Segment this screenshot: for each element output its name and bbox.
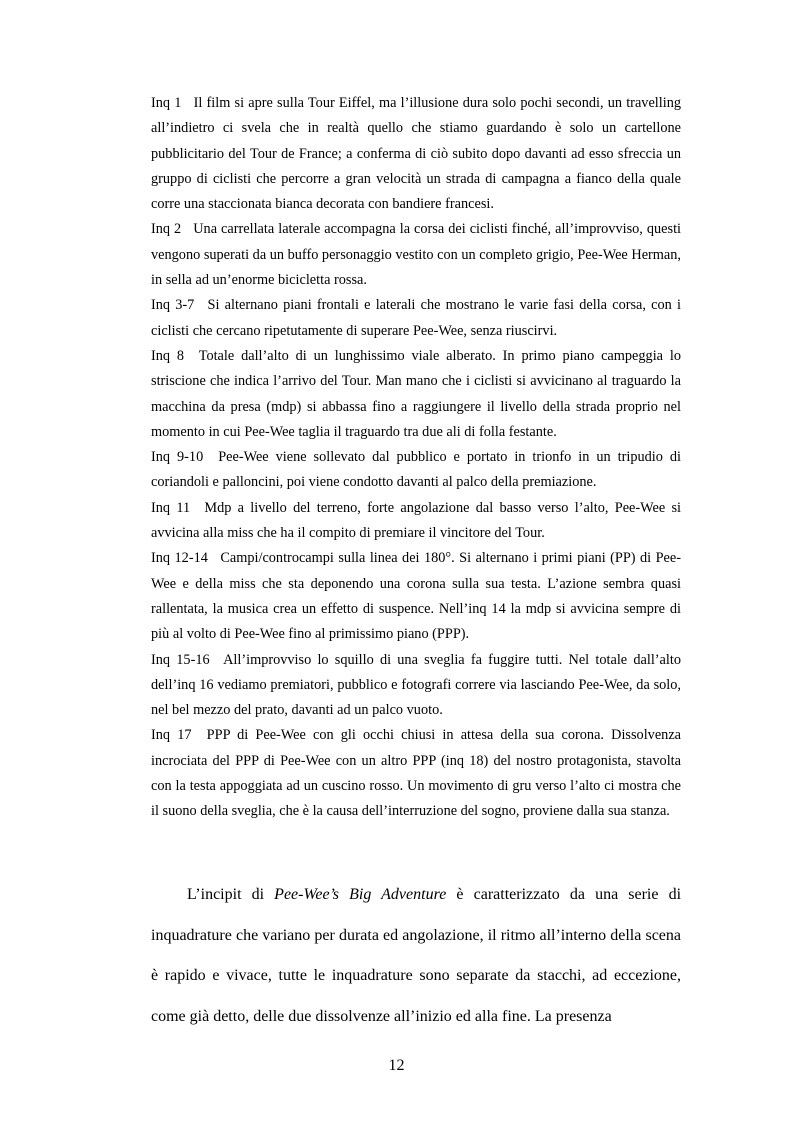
shot-label: Inq 11 — [151, 499, 191, 516]
body-paragraph-block — [151, 875, 681, 1037]
shot-entry — [151, 445, 681, 496]
shot-entry — [151, 496, 681, 547]
shot-description: Mdp a livello del terreno, forte angolazione dal basso verso l’alto, Pee-Wee si avvicina alla miss che ha il compito di premiare il vincitore del Tour. — [151, 499, 681, 542]
paragraph-intro: L’incipit di — [187, 886, 265, 903]
shot-entry — [151, 723, 681, 824]
shot-label: Inq 15-16 — [151, 651, 210, 668]
shot-label: Inq 1 — [151, 95, 182, 111]
shot-entry — [151, 91, 681, 217]
paragraph-text: è caratterizzato da una serie di inquadrature che variano per durata ed angolazione, il ritmo all’interno della scena è rapido e vivace, tutte le inquadrature sono separate da stacchi, ad eccezione, come già detto, delle due dissolvenze all’inizio ed alla fine. La presenza — [151, 886, 682, 1025]
shot-label: Inq 2 — [151, 221, 182, 238]
shot-entry — [151, 546, 681, 647]
shot-description: Pee-Wee viene sollevato dal pubblico e portato in trionfo in un tripudio di coriandoli e palloncini, poi viene condotto davanti al palco della premiazione. — [151, 449, 681, 491]
shot-description: PPP di Pee-Wee con gli occhi chiusi in attesa della sua corona. Dissolvenza incrociata del PPP di Pee-Wee con un altro PPP (inq 18) del nostro protagonista, stavolta con la testa appoggiata ad un cuscino rosso. Un movimento di gru verso l’alto ci mostra che il suono della sveglia, che è la causa dell’interruzione del sogno, proviene dalla sua stanza. — [151, 727, 682, 820]
shot-description: All’improvviso lo squillo di una sveglia fa fuggire tutti. Nel totale dall’alto dell’inq 16 vediamo premiatori, pubblico e fotografi correre via lasciando Pee-Wee, da solo, nel bel mezzo del prato, davanti ad un palco vuoto. — [151, 651, 681, 719]
shot-label: Inq 12-14 — [151, 550, 208, 567]
shot-description: Totale dall’alto di un lunghissimo viale alberato. In primo piano campeggia lo striscione che indica l’arrivo del Tour. Man mano che i ciclisti si avvicinano al traguardo la macchina da presa (mdp) si abbassa fino a raggiungere il livello della strada proprio nel momento in cui Pee-Wee taglia il traguardo tra due ali di folla festante. — [151, 347, 682, 440]
shot-label: Inq 17 — [151, 727, 192, 744]
shot-label: Inq 8 — [151, 347, 185, 364]
film-title: Pee-Wee’s Big Adventure — [274, 886, 447, 903]
shot-description: Una carrellata laterale accompagna la corsa dei ciclisti finché, all’improvviso, questi vengono superati da un buffo personaggio vestito con un completo grigio, Pee-Wee Herman, in sella ad un’enorme bicicletta rossa. — [151, 221, 682, 289]
shot-entry — [151, 217, 681, 293]
page-number: 12 — [388, 1057, 405, 1074]
body-paragraph — [151, 875, 681, 1037]
shot-description: Campi/controcampi sulla linea dei 180°. Si alternano i primi piani (PP) di Pee-Wee e della miss che sta deponendo una corona sulla sua testa. L’azione sembra quasi rallentata, la musica crea un effetto di suspence. Nell’inq 14 la mdp si avvicina sempre di più al volto di Pee-Wee fino al primissimo piano (PPP). — [151, 550, 681, 643]
shot-entry — [151, 648, 681, 724]
shot-entry — [151, 293, 681, 344]
shot-description: Si alternano piani frontali e laterali che mostrano le varie fasi della corsa, con i ciclisti che cercano ripetutamente di superare Pee-Wee, senza riuscirvi. — [151, 297, 681, 339]
shot-description: Il film si apre sulla Tour Eiffel, ma l’illusione dura solo pochi secondi, un travelling all’indietro ci svela che in realtà quello che stiamo guardando è solo un cartellone pubblicitario del Tour de France; a conferma di ciò subito dopo davanti ad esso sfreccia un gruppo di ciclisti che percorre a gran velocità un strada di campagna a fianco della quale corre una staccionata bianca decorata con bandiere francesi. — [151, 95, 681, 213]
shot-label: Inq 9-10 — [151, 449, 204, 466]
shot-label: Inq 3-7 — [151, 297, 195, 314]
shot-entry — [151, 344, 681, 445]
shot-list — [151, 91, 681, 825]
